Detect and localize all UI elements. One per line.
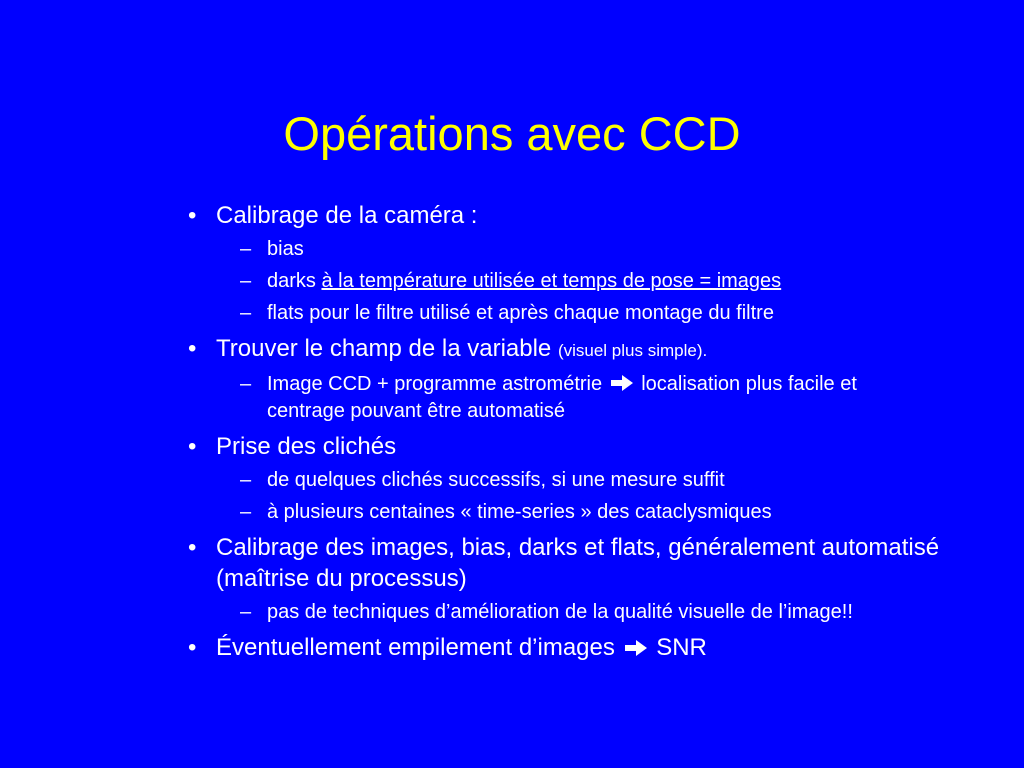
sub-list-item (185, 599, 937, 626)
dash-marker: – (240, 469, 252, 491)
sub-list-item-text: localisation plus facile et centrage pouvant être automatisé (267, 373, 857, 422)
sub-list-item (185, 236, 937, 263)
sub-list-item-text: flats pour le filtre utilisé et après chaque montage du filtre (267, 302, 774, 324)
sub-list-item (185, 499, 937, 526)
sub-list-item-text: darks (267, 270, 322, 292)
dash-marker: – (240, 601, 252, 623)
sub-list-item-text: bias (267, 238, 304, 260)
list-item-text: Prise des clichés (216, 433, 397, 460)
sub-list-item (185, 371, 937, 425)
list-item (185, 632, 965, 663)
list-item-text: Trouver le champ de la variable (216, 335, 558, 362)
sub-list-item-text: de quelques clichés successifs, si une mesure suffit (267, 469, 725, 491)
sub-list-item (185, 300, 937, 327)
arrow-right-icon (610, 374, 634, 392)
list-item (185, 431, 965, 462)
bullet-list (185, 200, 965, 663)
sub-list-item-text: Image CCD + programme astrométrie (267, 373, 608, 395)
bullet-marker: • (188, 534, 197, 561)
dash-marker: – (240, 270, 252, 292)
dash-marker: – (240, 238, 252, 260)
list-item-text: Calibrage des images, bias, darks et flats, généralement automatisé (maîtrise du processus) (216, 534, 940, 592)
list-item-small-text: (visuel plus simple). (557, 341, 708, 360)
list-item-text: Calibrage de la caméra : (216, 202, 478, 229)
sub-list-item-text: à plusieurs centaines « time-series » des cataclysmiques (267, 501, 772, 523)
list-item-text: Éventuellement empilement d’images (216, 634, 622, 661)
sub-list-item (185, 467, 937, 494)
list-item (185, 200, 965, 231)
list-item (185, 532, 965, 594)
list-item (185, 333, 965, 366)
bullet-marker: • (188, 634, 197, 661)
dash-marker: – (240, 373, 252, 395)
dash-marker: – (240, 302, 252, 324)
slide-title: Opérations avec CCD (283, 107, 741, 160)
bullet-marker: • (188, 202, 197, 229)
arrow-right-icon (624, 639, 648, 657)
bullet-marker: • (188, 433, 197, 460)
dash-marker: – (240, 501, 252, 523)
bullet-marker: • (188, 335, 197, 362)
list-item-text: SNR (656, 634, 707, 661)
underlined-text: à la température utilisée et temps de pose = images (321, 270, 782, 292)
sub-list-item-text: pas de techniques d’amélioration de la qualité visuelle de l’image!! (267, 601, 853, 623)
sub-list-item (185, 268, 937, 295)
